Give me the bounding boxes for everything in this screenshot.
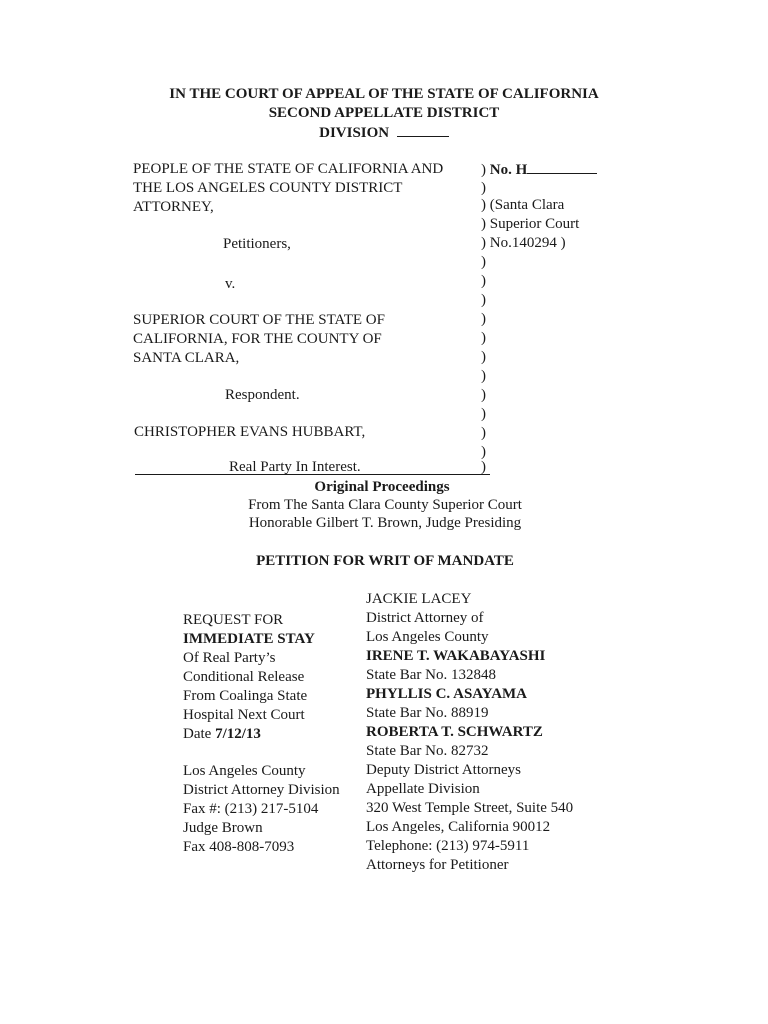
real-party-label: Real Party In Interest. bbox=[229, 459, 361, 475]
attorney-division: Appellate Division bbox=[366, 781, 480, 797]
proceedings-title: Original Proceedings bbox=[314, 479, 450, 495]
paren-mark: ) bbox=[481, 387, 486, 403]
superior-court-text: No.140294 ) bbox=[489, 235, 566, 251]
paren-mark: ) bbox=[481, 180, 486, 196]
paren-mark: ) bbox=[481, 311, 486, 327]
da-name: JACKIE LACEY bbox=[366, 591, 472, 607]
paren-mark: ) bbox=[481, 459, 486, 475]
contact-line: Fax 408-808-7093 bbox=[183, 839, 295, 855]
contact-line: District Attorney Division bbox=[183, 782, 340, 798]
paren-mark: ) bbox=[481, 330, 486, 346]
attorney-block bbox=[366, 590, 573, 875]
division-label: DIVISION bbox=[319, 125, 390, 141]
request-line: Conditional Release bbox=[183, 669, 305, 685]
paren-mark: ) bbox=[481, 162, 486, 178]
immediate-stay-label: IMMEDIATE STAY bbox=[183, 631, 315, 647]
spacer bbox=[183, 744, 340, 762]
state-bar-number: State Bar No. 88919 bbox=[366, 705, 489, 721]
city-address: Los Angeles, California 90012 bbox=[366, 819, 551, 835]
date-prefix: Date bbox=[183, 726, 216, 742]
superior-court-text: Superior Court bbox=[489, 216, 580, 232]
petitioner-line-1: PEOPLE OF THE STATE OF CALIFORNIA AND bbox=[133, 161, 444, 177]
request-line: REQUEST FOR bbox=[183, 612, 284, 628]
paren-mark: ) bbox=[481, 406, 486, 422]
contact-line: Los Angeles County bbox=[183, 763, 306, 779]
case-number bbox=[481, 161, 597, 179]
contact-line: Judge Brown bbox=[183, 820, 263, 836]
paren-mark: ) bbox=[481, 292, 486, 308]
proceedings-line-1: From The Santa Clara County Superior Court bbox=[248, 497, 522, 513]
court-heading: IN THE COURT OF APPEAL OF THE STATE OF CALIFORNIA bbox=[169, 86, 599, 102]
division-blank bbox=[397, 124, 449, 137]
district-heading: SECOND APPELLATE DISTRICT bbox=[268, 105, 500, 121]
paren-mark: ) bbox=[481, 273, 486, 289]
respondent-line-3: SANTA CLARA, bbox=[133, 350, 240, 366]
case-number-blank bbox=[527, 161, 597, 174]
request-line: From Coalinga State bbox=[183, 688, 308, 704]
attorneys-for: Attorneys for Petitioner bbox=[366, 857, 509, 873]
contact-line: Fax #: (213) 217-5104 bbox=[183, 801, 319, 817]
attorney-role: Deputy District Attorneys bbox=[366, 762, 521, 778]
petition-title: PETITION FOR WRIT OF MANDATE bbox=[256, 553, 514, 569]
state-bar-number: State Bar No. 82732 bbox=[366, 743, 489, 759]
da-title: Los Angeles County bbox=[366, 629, 489, 645]
respondent-line-2: CALIFORNIA, FOR THE COUNTY OF bbox=[133, 331, 382, 347]
respondent-label: Respondent. bbox=[225, 387, 300, 403]
request-line: Hospital Next Court bbox=[183, 707, 305, 723]
street-address: 320 West Temple Street, Suite 540 bbox=[366, 800, 574, 816]
request-line: Of Real Party’s bbox=[183, 650, 276, 666]
request-block bbox=[183, 611, 340, 857]
attorney-name: IRENE T. WAKABAYASHI bbox=[366, 648, 546, 664]
petitioners-label: Petitioners, bbox=[223, 236, 291, 252]
paren-mark: ) bbox=[481, 368, 486, 384]
da-title: District Attorney of bbox=[366, 610, 484, 626]
caption-divider bbox=[135, 474, 490, 475]
paren-mark: ) bbox=[481, 444, 486, 460]
state-bar-number: State Bar No. 132848 bbox=[366, 667, 496, 683]
real-party-name: CHRISTOPHER EVANS HUBBART, bbox=[134, 424, 366, 440]
superior-court-line-3: ) No.140294 ) bbox=[481, 235, 566, 251]
superior-court-text: (Santa Clara bbox=[489, 197, 565, 213]
case-number-label: No. H bbox=[489, 162, 528, 178]
superior-court-line-2: ) Superior Court bbox=[481, 216, 580, 232]
paren-mark: ) bbox=[481, 349, 486, 365]
telephone: Telephone: (213) 974-5911 bbox=[366, 838, 530, 854]
paren-mark: ) bbox=[481, 254, 486, 270]
request-date-line bbox=[183, 725, 340, 744]
division-heading bbox=[0, 124, 768, 142]
petitioner-line-2: THE LOS ANGELES COUNTY DISTRICT bbox=[133, 180, 403, 196]
petitioner-line-3: ATTORNEY, bbox=[133, 199, 214, 215]
attorney-name: PHYLLIS C. ASAYAMA bbox=[366, 686, 528, 702]
superior-court-line-1: ) (Santa Clara bbox=[481, 197, 565, 213]
respondent-line-1: SUPERIOR COURT OF THE STATE OF bbox=[133, 312, 385, 328]
paren-mark: ) bbox=[481, 425, 486, 441]
attorney-name: ROBERTA T. SCHWARTZ bbox=[366, 724, 543, 740]
proceedings-line-2: Honorable Gilbert T. Brown, Judge Presiding bbox=[248, 515, 522, 531]
versus-label: v. bbox=[225, 276, 236, 292]
hearing-date: 7/12/13 bbox=[215, 726, 261, 742]
